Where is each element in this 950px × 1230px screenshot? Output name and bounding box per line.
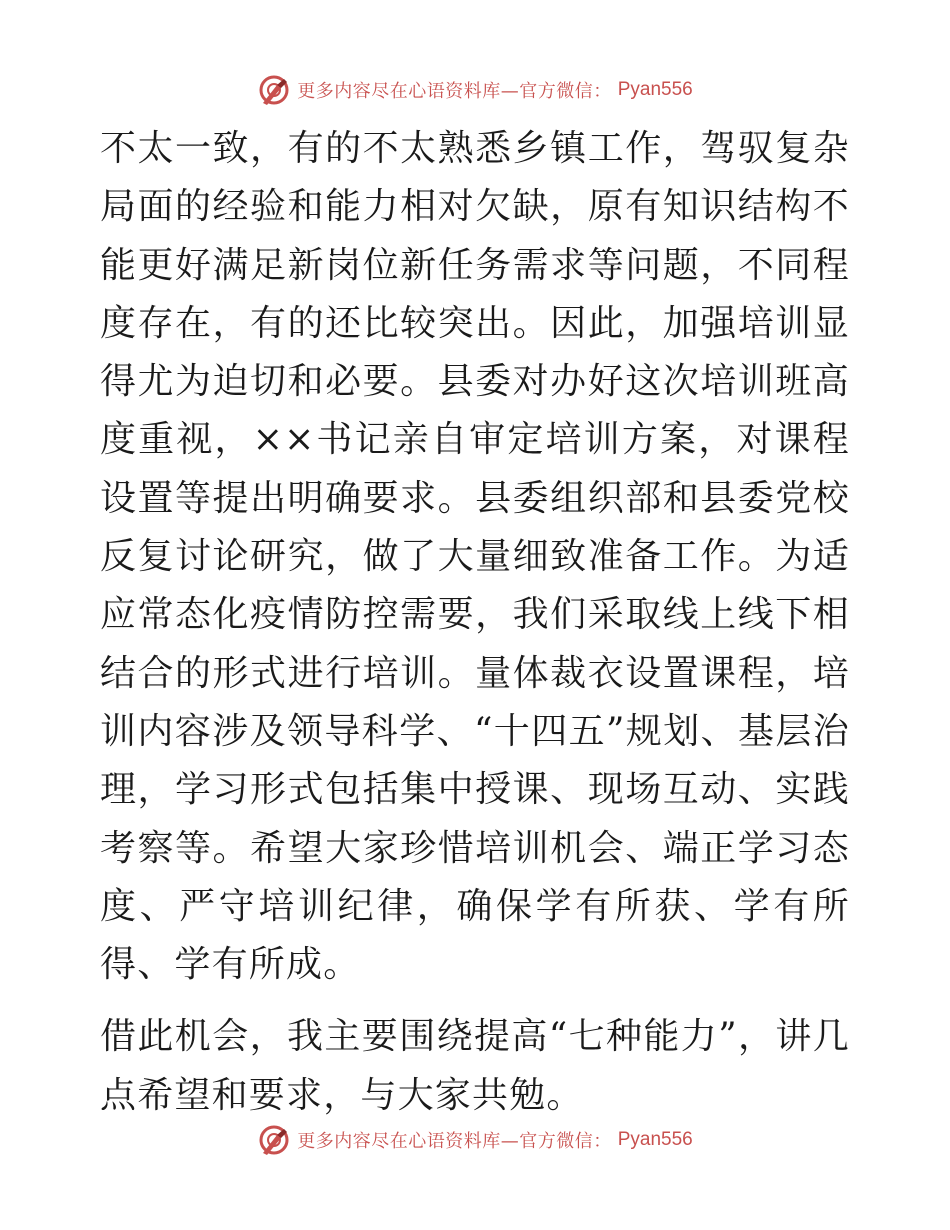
watermark-text: 更多内容尽在心语资料库—官方微信： [297, 81, 612, 102]
footer-watermark [0, 1122, 950, 1158]
watermark-text: 更多内容尽在心语资料库—官方微信： [297, 1131, 612, 1152]
body-paragraph-2: 借此机会，我主要围绕提高“七种能力”，讲几点希望和要求，与大家共勉。 [100, 1016, 850, 1116]
watermark-account: Pyan556 [617, 1129, 693, 1150]
pen-circle-logo-icon [257, 73, 291, 107]
header-watermark [0, 72, 950, 108]
body-paragraph-1: 不太一致，有的不太熟悉乡镇工作，驾驭复杂局面的经验和能力相对欠缺，原有知识结构不能更好满足新岗位新任务需求等问题，不同程度存在，有的还比较突出。因此，加强培训显得尤为迫切和必要。县委对办好这次培训班高度重视，××书记亲自审定培训方案，对课程设置等提出明确要求。县委组织部和县委党校反复讨论研究，做了大量细致准备工作。为适应常态化疫情防控需要，我们采取线上线下相结合的形式进行培训。量体裁衣设置课程，培训内容涉及领导科学、“十四五”规划、基层治理，学习形式包括集中授课、现场互动、实践考察等。希望大家珍惜培训机会、端正学习态度、严守培训纪律，确保学有所获、学有所得、学有所成。 [100, 128, 850, 986]
pen-circle-logo-icon [257, 1123, 291, 1157]
document-body [100, 120, 850, 1125]
watermark-account: Pyan556 [617, 79, 693, 100]
